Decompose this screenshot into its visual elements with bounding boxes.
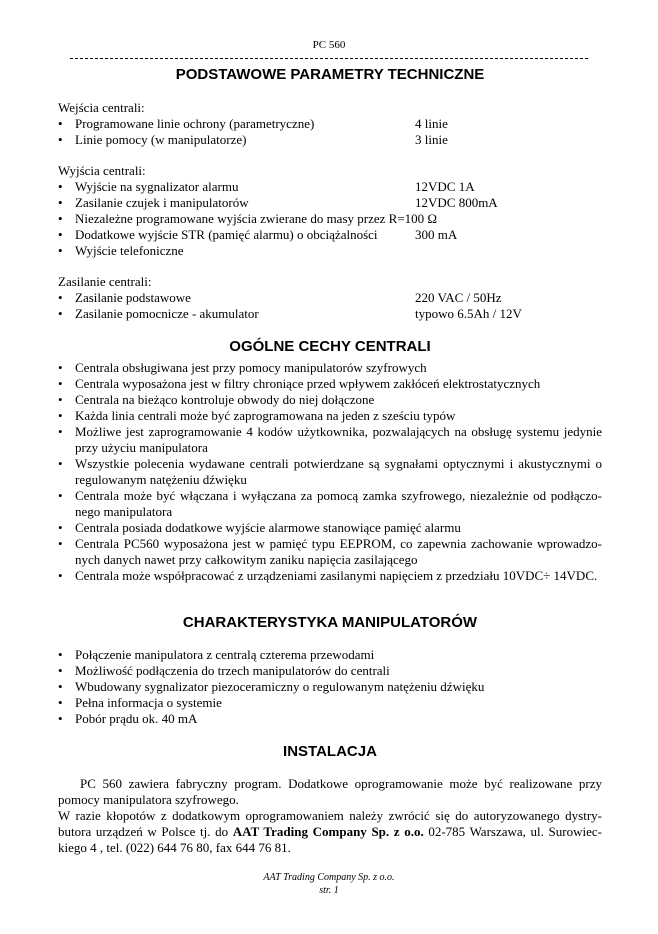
- bullet: •: [58, 116, 63, 131]
- section-title-keypads: CHARAKTERYSTYKA MANIPULATORÓW: [182, 614, 478, 631]
- feature-item: [58, 360, 602, 376]
- feature-item: [58, 568, 602, 584]
- param-text: Zasilanie pomocnicze - akumulator: [75, 306, 259, 321]
- feature-item: [58, 456, 602, 488]
- bullet: •: [58, 132, 63, 147]
- feature-text: Centrala może współpracować z urządzeniami zasilanymi napięciem z przedziału 10VDC÷ 14VDC.: [75, 568, 598, 583]
- bullet: •: [58, 195, 63, 210]
- section-title-features: OGÓLNE CECHY CENTRALI: [229, 338, 431, 355]
- param-text: Programowane linie ochrony (parametryczne): [75, 116, 315, 131]
- bullet: •: [58, 424, 63, 439]
- page-header: PC 560: [312, 39, 346, 51]
- param-value: 12VDC 1A: [415, 179, 475, 194]
- feature-item: [58, 536, 602, 568]
- feature-item: [58, 408, 602, 424]
- page-footer: [0, 871, 658, 897]
- feature-text: Możliwe jest zaprogramowanie 4 kodów użytkownika, pozwalających na obsługę systemu jedynie przy użyciu manipulatora: [75, 424, 602, 455]
- section-title-parameters: PODSTAWOWE PARAMETRY TECHNICZNE: [175, 66, 485, 83]
- feature-item: [58, 424, 602, 456]
- param-row: [58, 132, 602, 148]
- param-text: Dodatkowe wyjście STR (pamięć alarmu) o obciążalności: [75, 227, 378, 242]
- bullet: •: [58, 647, 63, 662]
- bullet: •: [58, 376, 63, 391]
- param-text: Wyjście telefoniczne: [75, 243, 184, 258]
- param-value: 300 mA: [415, 227, 458, 242]
- keypad-text: Połączenie manipulatora z centralą czterema przewodami: [75, 647, 375, 662]
- bullet: •: [58, 290, 63, 305]
- feature-item: [58, 520, 602, 536]
- installation-text-2a: W razie kłopotów z dodatkowym oprogramowaniem należy zwrócić się do autoryzowanego dystry-butora urządzeń w Polsce tj. do: [58, 808, 602, 839]
- bullet: •: [58, 488, 63, 503]
- header-divider: [70, 58, 588, 59]
- feature-text: Centrala wyposażona jest w filtry chroniące przed wpływem zakłóceń elektrostatycznych: [75, 376, 541, 391]
- param-value: 12VDC 800mA: [415, 195, 498, 210]
- footer-company: AAT Trading Company Sp. z o.o.: [263, 872, 395, 883]
- keypad-item: [58, 647, 602, 663]
- bullet: •: [58, 679, 63, 694]
- bullet: •: [58, 360, 63, 375]
- installation-paragraph-2: [58, 808, 602, 856]
- keypad-text: Pełna informacja o systemie: [75, 695, 222, 710]
- param-value: typowo 6.5Ah / 12V: [415, 306, 522, 321]
- bullet: •: [58, 243, 63, 258]
- outputs-label: Wyjścia centrali:: [58, 163, 146, 178]
- keypad-text: Możliwość podłączenia do trzech manipulatorów do centrali: [75, 663, 390, 678]
- feature-item: [58, 488, 602, 520]
- param-value: 220 VAC / 50Hz: [415, 290, 502, 305]
- bullet: •: [58, 408, 63, 423]
- feature-text: Centrala może być włączana i wyłączana za pomocą zamka szyfrowego, niezależnie od podłączo-nego manipulatora: [75, 488, 602, 519]
- param-row: [58, 290, 602, 306]
- section-title-installation: INSTALACJA: [283, 743, 377, 760]
- keypad-item: [58, 695, 602, 711]
- feature-text: Centrala posiada dodatkowe wyjście alarmowe stanowiące pamięć alarmu: [75, 520, 461, 535]
- param-row: [58, 306, 602, 322]
- feature-text: Centrala PC560 wyposażona jest w pamięć typu EEPROM, co zapewnia zachowanie wprowadzo-nych danych nawet przy całkowitym zaniku napięcia zasilającego: [75, 536, 602, 567]
- feature-item: [58, 392, 602, 408]
- bullet: •: [58, 711, 63, 726]
- param-text: Wyjście na sygnalizator alarmu: [75, 179, 239, 194]
- bullet: •: [58, 211, 63, 226]
- keypad-item: [58, 679, 602, 695]
- bullet: •: [58, 179, 63, 194]
- bullet: •: [58, 520, 63, 535]
- keypad-text: Wbudowany sygnalizator piezoceramiczny o regulowanym natężeniu dźwięku: [75, 679, 485, 694]
- keypad-item: [58, 663, 602, 679]
- param-value: 4 linie: [415, 116, 448, 131]
- param-row: [58, 116, 602, 132]
- inputs-label: Wejścia centrali:: [58, 100, 145, 115]
- param-row: [58, 195, 602, 211]
- keypad-text: Pobór prądu ok. 40 mA: [75, 711, 198, 726]
- bullet: •: [58, 392, 63, 407]
- bullet: •: [58, 663, 63, 678]
- feature-text: Centrala na bieżąco kontroluje obwody do niej dołączone: [75, 392, 375, 407]
- installation-text-2b: 02-785 Warszawa, ul. Surowiec-kiego 4 , tel. (022) 644 76 80, fax 644 76 81.: [58, 824, 602, 855]
- bullet: •: [58, 536, 63, 551]
- param-text: Zasilanie podstawowe: [75, 290, 191, 305]
- param-row: [58, 227, 602, 243]
- feature-text: Centrala obsługiwana jest przy pomocy manipulatorów szyfrowych: [75, 360, 427, 375]
- param-row: [58, 243, 602, 259]
- feature-text: Wszystkie polecenia wydawane centrali potwierdzane są sygnałami optycznymi i akustycznymi o regulowanym natężeniu dźwięku: [75, 456, 602, 487]
- installation-paragraph-1: [58, 776, 602, 808]
- feature-item: [58, 376, 602, 392]
- param-value: 3 linie: [415, 132, 448, 147]
- company-name: AAT Trading Company Sp. z o.o.: [232, 824, 424, 839]
- param-text: Zasilanie czujek i manipulatorów: [75, 195, 249, 210]
- bullet: •: [58, 227, 63, 242]
- bullet: •: [58, 695, 63, 710]
- bullet: •: [58, 456, 63, 471]
- param-row: [58, 179, 602, 195]
- feature-text: Każda linia centrali może być zaprogramowana na jeden z sześciu typów: [75, 408, 456, 423]
- param-text: Niezależne programowane wyjścia zwierane do masy przez R=100 Ω: [75, 211, 438, 226]
- installation-text-1: PC 560 zawiera fabryczny program. Dodatkowe oprogramowanie może być realizowane przy pomocy manipulatora szyfrowego.: [58, 776, 602, 807]
- param-row: [58, 211, 602, 227]
- bullet: •: [58, 306, 63, 321]
- bullet: •: [58, 568, 63, 583]
- page-number: str. 1: [319, 885, 339, 896]
- power-label: Zasilanie centrali:: [58, 274, 152, 289]
- param-text: Linie pomocy (w manipulatorze): [75, 132, 247, 147]
- keypad-item: [58, 711, 602, 727]
